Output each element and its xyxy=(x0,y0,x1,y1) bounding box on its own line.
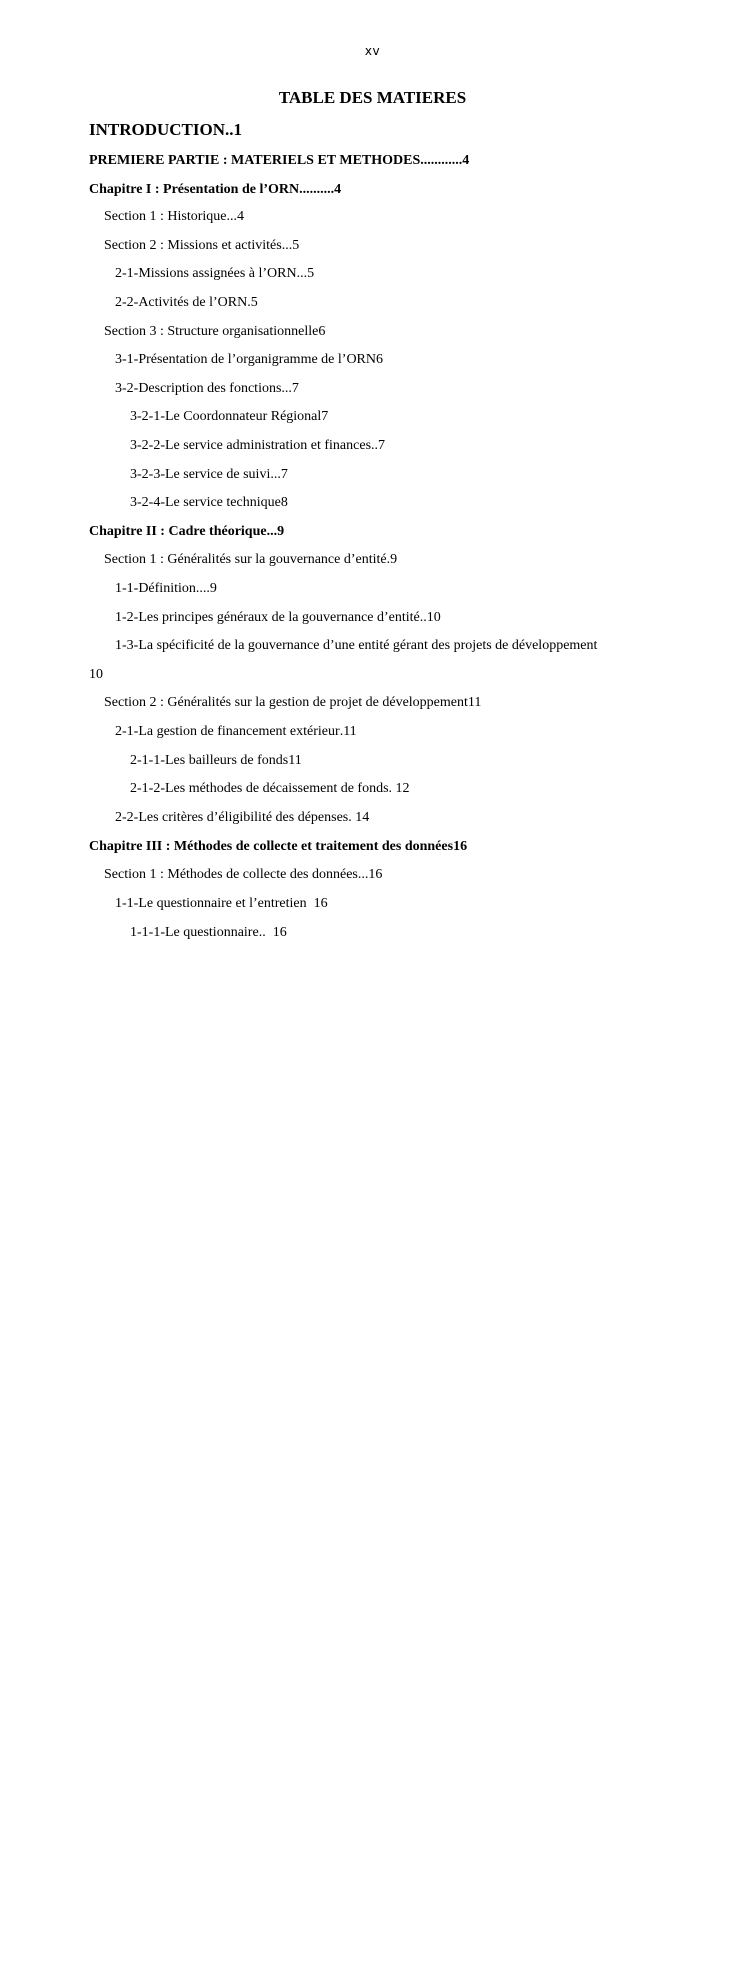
toc-entry-wrapped[interactable]: 1-3-La spécificité de la gouvernance d’une entité gérant des projets de développement xyxy=(115,638,598,653)
toc-entry[interactable]: 2-1-Missions assignées à l’ORN ...5 xyxy=(115,266,315,281)
toc-title: TABLE DES MATIERES xyxy=(278,88,467,107)
toc-entry[interactable]: Section 1 : Historique ...4 xyxy=(104,209,244,224)
toc-entry[interactable]: 3-1-Présentation de l’organigramme de l’ORN 6 xyxy=(115,352,384,367)
toc-entry[interactable]: 3-2-2-Le service administration et finances ..7 xyxy=(130,438,386,453)
toc-entry[interactable]: 3-2-4-Le service technique 8 xyxy=(130,495,288,510)
toc-entry[interactable]: 3-2-1-Le Coordonnateur Régional 7 xyxy=(130,409,329,424)
toc-entry[interactable]: Section 2 : Généralités sur la gestion de projet de développement 11 xyxy=(104,695,482,710)
toc-entry-chapter-1[interactable]: Chapitre I : Présentation de l’ORN ..........4 xyxy=(89,182,342,197)
toc-entry[interactable]: 2-1-2-Les méthodes de décaissement de fonds . 12 xyxy=(130,781,410,796)
toc-entry[interactable]: Section 1 : Généralités sur la gouvernance d’entité .9 xyxy=(104,552,398,567)
toc-entry[interactable]: Section 3 : Structure organisationnelle 6 xyxy=(104,324,326,339)
toc-entry[interactable]: 1-1-Définition ....9 xyxy=(115,581,217,596)
toc-entry-chapter-3[interactable]: Chapitre III : Méthodes de collecte et traitement des données 16 xyxy=(89,839,468,854)
page-number: xv xyxy=(364,44,381,58)
toc-entry-continuation[interactable]: 10 xyxy=(89,667,103,682)
toc-entry[interactable]: 3-2-3-Le service de suivi ...7 xyxy=(130,467,288,482)
toc-entry[interactable]: Section 2 : Missions et activités ...5 xyxy=(104,238,300,253)
toc-entry[interactable]: 2-2-Les critères d’éligibilité des dépenses . 14 xyxy=(115,810,370,825)
toc-entry[interactable]: 1-1-Le questionnaire et l’entretien 16 xyxy=(115,896,328,911)
toc-entry[interactable]: 2-2-Activités de l’ORN .5 xyxy=(115,295,258,310)
toc-entry[interactable]: 2-1-La gestion de financement extérieur .11 xyxy=(115,724,357,739)
toc-entry[interactable]: 1-2-Les principes généraux de la gouvernance d’entité ..10 xyxy=(115,610,441,625)
toc-entry[interactable]: 2-1-1-Les bailleurs de fonds 11 xyxy=(130,753,302,768)
toc-entry[interactable]: Section 1 : Méthodes de collecte des données ...16 xyxy=(104,867,383,882)
toc-entry-chapter-2[interactable]: Chapitre II : Cadre théorique ...9 xyxy=(89,524,285,539)
toc-entry[interactable]: 1-1-1-Le questionnaire .. 16 xyxy=(130,925,287,940)
toc-entry-introduction[interactable]: INTRODUCTION ..1 xyxy=(89,120,243,139)
toc-entry[interactable]: 3-2-Description des fonctions ...7 xyxy=(115,381,299,396)
toc-entry-part-one[interactable]: PREMIERE PARTIE : MATERIELS ET METHODES ............4 xyxy=(89,153,470,168)
